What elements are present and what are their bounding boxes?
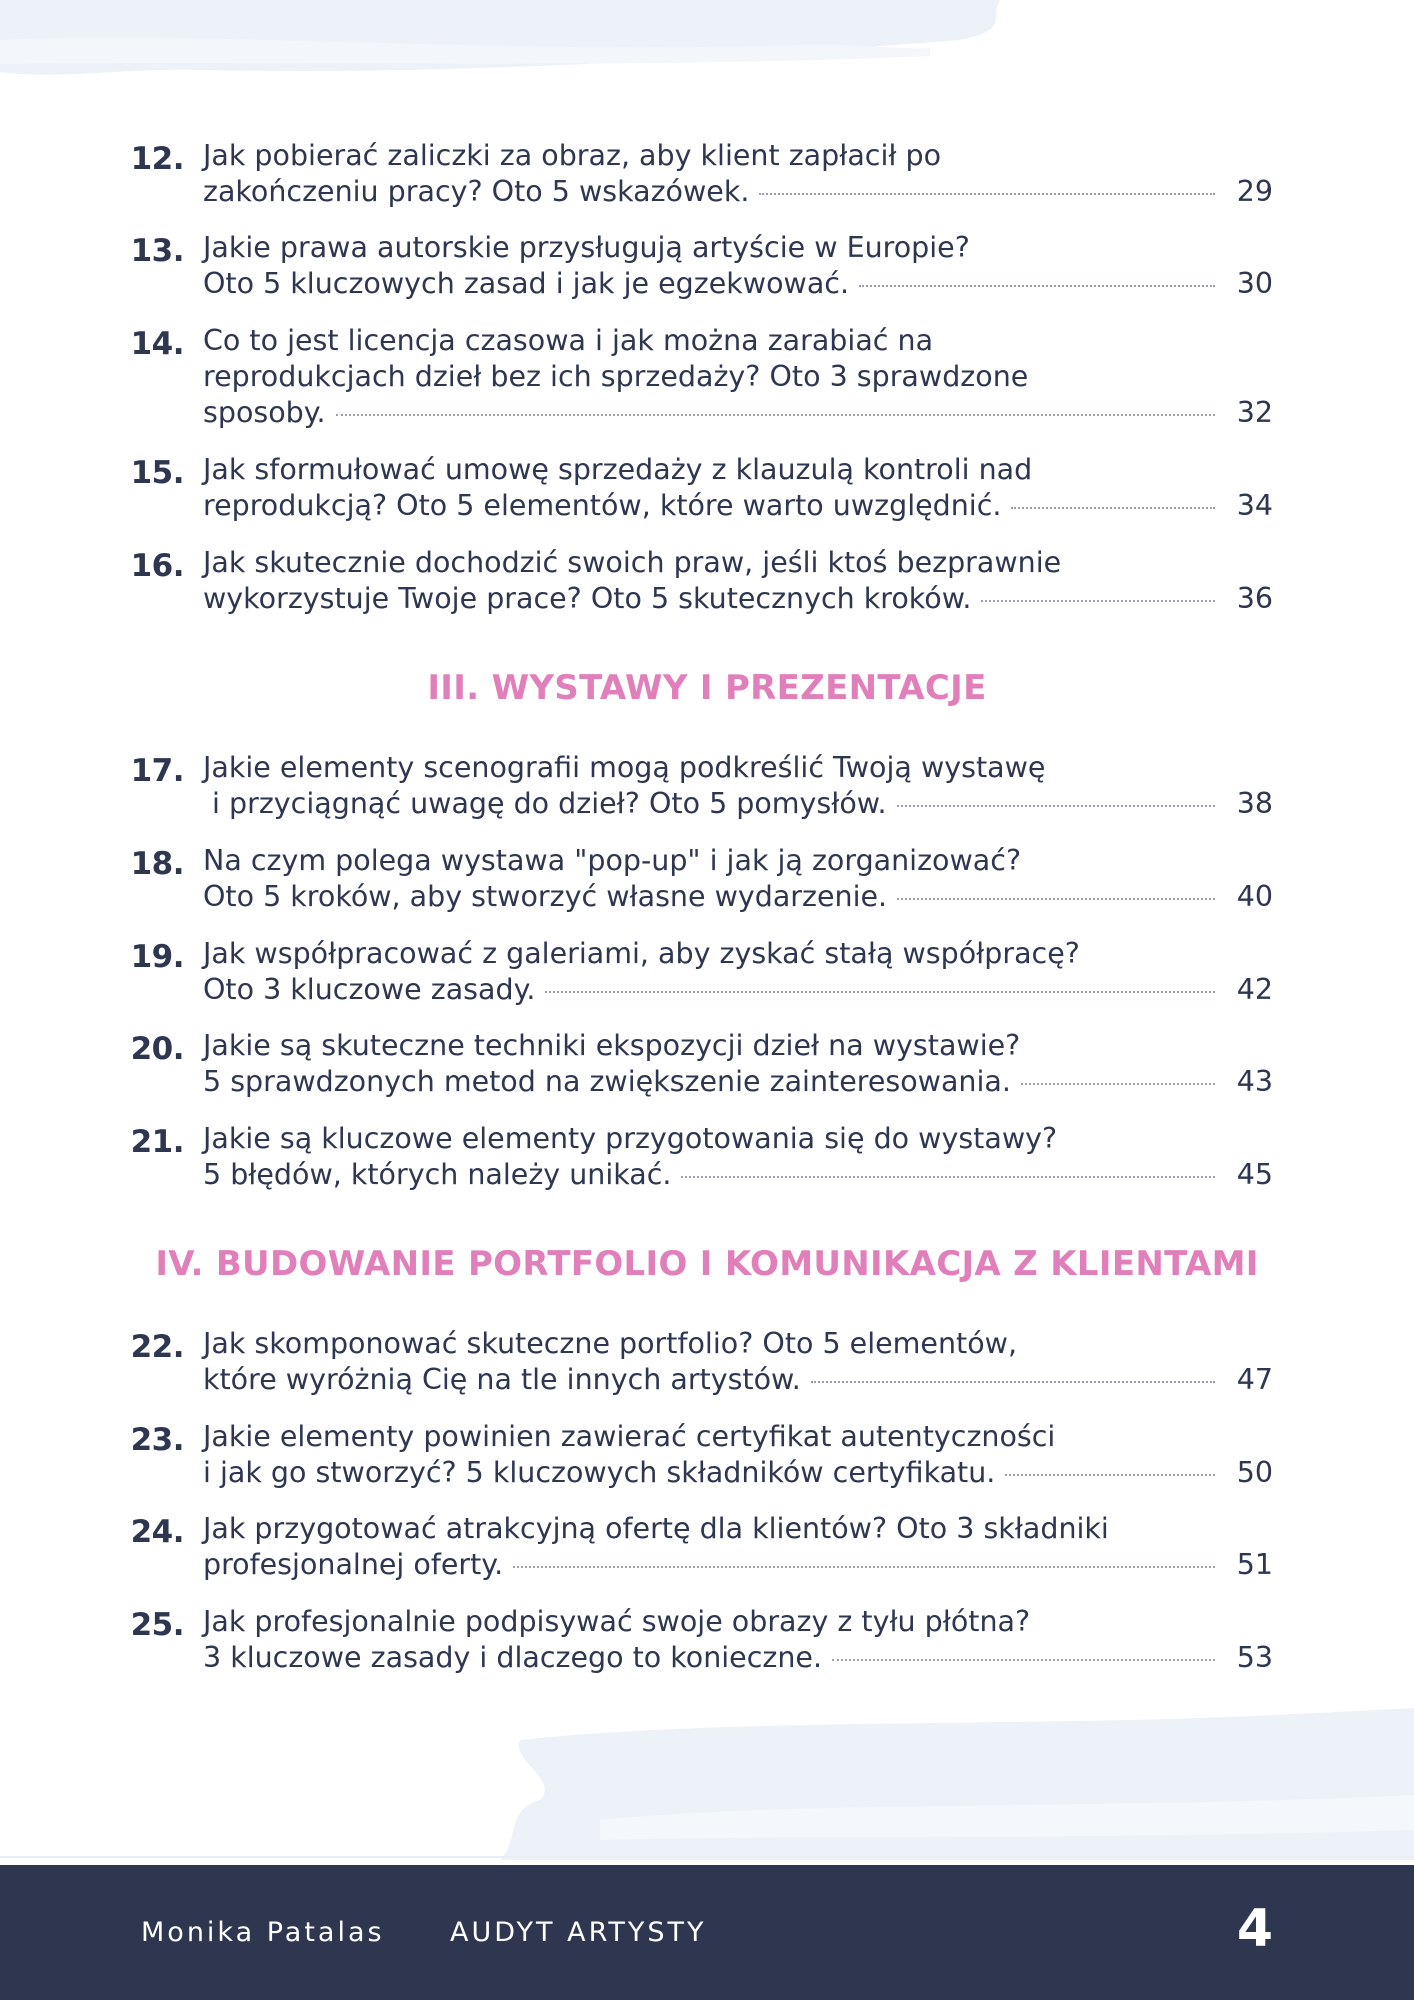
- entry-number: 15.: [130, 455, 184, 491]
- entry-text: reprodukcjach dzieł bez ich sprzedaży? Oto 3 sprawdzone: [203, 360, 1029, 393]
- entry-text: Jak pobierać zaliczki za obraz, aby klient zapłacił po: [203, 139, 942, 172]
- dot-leader: [897, 896, 1215, 900]
- footer-page-number: 4: [1236, 1899, 1273, 1959]
- brush-stroke-top: [0, 0, 1414, 120]
- entry-page-number: 43: [1236, 1065, 1273, 1098]
- entry-text: Jak współpracować z galeriami, aby zyskać stałą współpracę?: [203, 937, 1080, 970]
- entry-number: 20.: [130, 1031, 184, 1067]
- entry-number: 13.: [130, 233, 184, 269]
- entry-text: 5 błędów, których należy unikać.: [203, 1158, 672, 1191]
- dot-leader: [336, 412, 1215, 416]
- entry-text: Oto 5 kluczowych zasad i jak je egzekwować.: [203, 267, 850, 300]
- entry-page-number: 45: [1236, 1158, 1273, 1191]
- entry-page-number: 42: [1236, 973, 1273, 1006]
- entry-page-number: 30: [1236, 267, 1273, 300]
- entry-text: reprodukcją? Oto 5 elementów, które warto uwzględnić.: [203, 489, 1002, 522]
- entry-page-number: 38: [1236, 787, 1273, 820]
- dot-leader: [1021, 1081, 1215, 1085]
- entry-number: 16.: [130, 548, 184, 584]
- dot-leader: [981, 598, 1215, 602]
- entry-page-number: 36: [1236, 582, 1273, 615]
- entry-text: i przyciągnąć uwagę do dzieł? Oto 5 pomysłów.: [203, 787, 887, 820]
- entry-number: 19.: [130, 939, 184, 975]
- entry-number: 18.: [130, 846, 184, 882]
- entry-text: Jakie elementy scenografii mogą podkreślić Twoją wystawę: [203, 751, 1046, 784]
- entry-text: zakończeniu pracy? Oto 5 wskazówek.: [203, 175, 750, 208]
- entry-text: Jakie elementy powinien zawierać certyfikat autentyczności: [203, 1420, 1056, 1453]
- entry-text: sposoby.: [203, 396, 326, 429]
- dot-leader: [811, 1379, 1215, 1383]
- entry-text: 3 kluczowe zasady i dlaczego to konieczne.: [203, 1641, 822, 1674]
- entry-number: 14.: [130, 326, 184, 362]
- entry-text: Oto 5 kroków, aby stworzyć własne wydarzenie.: [203, 880, 888, 913]
- entry-text: Jak skomponować skuteczne portfolio? Oto 5 elementów,: [203, 1327, 1018, 1360]
- entry-text: Jak sformułować umowę sprzedaży z klauzulą kontroli nad: [203, 453, 1033, 486]
- entry-text: 5 sprawdzonych metod na zwiększenie zainteresowania.: [203, 1065, 1011, 1098]
- entry-page-number: 50: [1236, 1456, 1273, 1489]
- page-footer: [0, 1865, 1414, 2000]
- dot-leader: [832, 1657, 1215, 1661]
- dot-leader: [681, 1174, 1215, 1178]
- dot-leader: [1011, 505, 1215, 509]
- footer-document-title: AUDYT ARTYSTY: [450, 1917, 707, 1948]
- dot-leader: [759, 191, 1215, 195]
- entry-number: 21.: [130, 1124, 184, 1160]
- entry-number: 24.: [130, 1514, 184, 1550]
- entry-text: Na czym polega wystawa "pop-up" i jak ją zorganizować?: [203, 844, 1022, 877]
- brush-stroke-bottom: [0, 1700, 1414, 1860]
- entry-text: które wyróżnią Cię na tle innych artystów.: [203, 1363, 801, 1396]
- entry-page-number: 40: [1236, 880, 1273, 913]
- entry-text: Co to jest licencja czasowa i jak można zarabiać na: [203, 324, 934, 357]
- entry-text: Jak profesjonalnie podpisywać swoje obrazy z tyłu płótna?: [203, 1605, 1031, 1638]
- entry-text: Jak skutecznie dochodzić swoich praw, jeśli ktoś bezprawnie: [203, 546, 1062, 579]
- entry-number: 12.: [130, 141, 184, 177]
- entry-number: 17.: [130, 753, 184, 789]
- entry-number: 25.: [130, 1607, 184, 1643]
- entry-text: i jak go stworzyć? 5 kluczowych składników certyfikatu.: [203, 1456, 996, 1489]
- entry-text: profesjonalnej oferty.: [203, 1548, 504, 1581]
- entry-page-number: 51: [1236, 1548, 1273, 1581]
- entry-page-number: 32: [1236, 396, 1273, 429]
- dot-leader: [859, 283, 1215, 287]
- section-heading: III. WYSTAWY I PREZENTACJE: [427, 668, 987, 708]
- entry-text: Jakie prawa autorskie przysługują artyście w Europie?: [203, 231, 970, 264]
- entry-text: wykorzystuje Twoje prace? Oto 5 skutecznych kroków.: [203, 582, 972, 615]
- entry-number: 22.: [130, 1329, 184, 1365]
- entry-text: Jakie są skuteczne techniki ekspozycji dzieł na wystawie?: [203, 1029, 1021, 1062]
- section-heading: IV. BUDOWANIE PORTFOLIO I KOMUNIKACJA Z KLIENTAMI: [155, 1244, 1259, 1284]
- entry-text: Jakie są kluczowe elementy przygotowania się do wystawy?: [203, 1122, 1058, 1155]
- dot-leader: [513, 1564, 1215, 1568]
- entry-page-number: 29: [1236, 175, 1273, 208]
- footer-divider: [0, 1856, 1414, 1858]
- dot-leader: [897, 803, 1215, 807]
- entry-page-number: 47: [1236, 1363, 1273, 1396]
- entry-text: Jak przygotować atrakcyjną ofertę dla klientów? Oto 3 składniki: [203, 1512, 1109, 1545]
- dot-leader: [1005, 1472, 1215, 1476]
- footer-author: Monika Patalas: [141, 1917, 385, 1948]
- entry-page-number: 53: [1236, 1641, 1273, 1674]
- entry-text: Oto 3 kluczowe zasady.: [203, 973, 536, 1006]
- dot-leader: [545, 989, 1215, 993]
- entry-page-number: 34: [1236, 489, 1273, 522]
- entry-number: 23.: [130, 1422, 184, 1458]
